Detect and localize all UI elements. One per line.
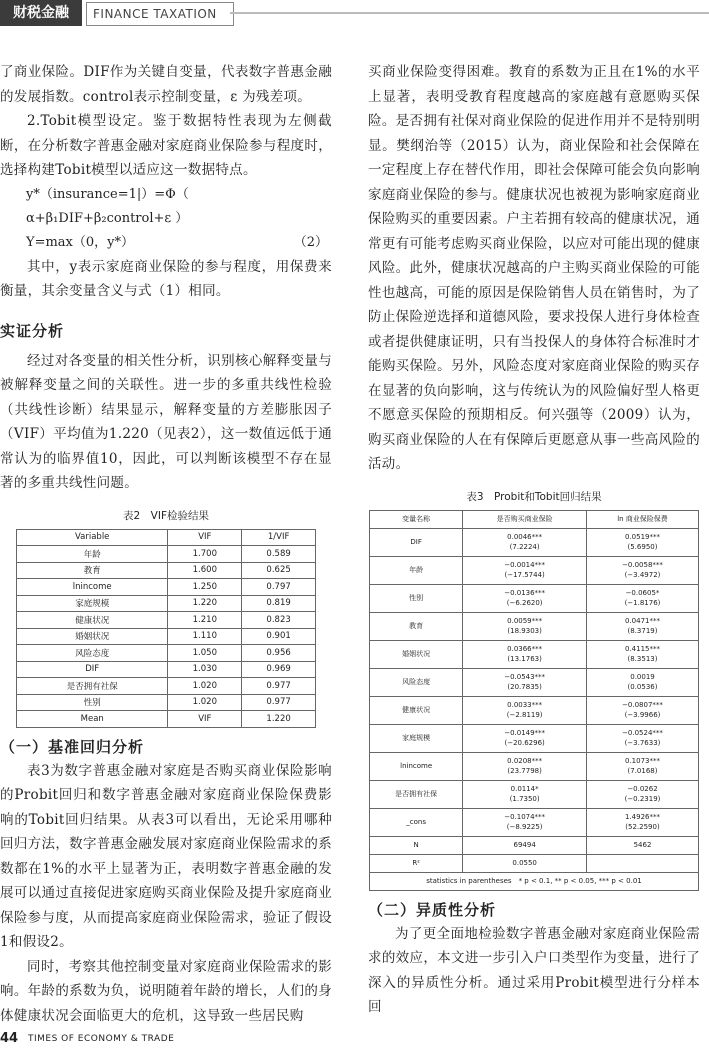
table-cell: 家庭规模 bbox=[17, 595, 168, 612]
table-cell bbox=[586, 668, 698, 696]
table-cell: 教育 bbox=[370, 612, 463, 640]
table-header-row bbox=[17, 529, 316, 546]
table-cell bbox=[586, 612, 698, 640]
coefficient: 1.4926*** bbox=[624, 813, 660, 821]
t-statistic: (−1.8176) bbox=[624, 599, 661, 607]
table-row bbox=[370, 640, 699, 668]
coefficient: −0.0807*** bbox=[622, 701, 663, 709]
table-cell: 是否拥有社保 bbox=[370, 780, 463, 808]
table-cell: 1.220 bbox=[168, 595, 242, 612]
coefficient: −0.0136*** bbox=[504, 589, 546, 597]
table-cell bbox=[586, 854, 698, 872]
section-heading: 实证分析 bbox=[0, 321, 65, 340]
table-cell: 性别 bbox=[17, 694, 168, 711]
equation-body: Y=max（0，y*） bbox=[26, 234, 134, 250]
journal-name: TIMES OF ECONOMY & TRADE bbox=[28, 1034, 175, 1044]
table-cell bbox=[586, 528, 698, 556]
t-statistic: (1.7350) bbox=[509, 795, 540, 803]
t-statistic: (−3.9966) bbox=[624, 711, 661, 719]
table-header-cell: ln 商业保险保费 bbox=[586, 510, 698, 528]
table-header-cell: 1/VIF bbox=[242, 529, 316, 546]
coefficient: −0.1074*** bbox=[504, 813, 546, 821]
table-cell: 婚姻状况 bbox=[370, 640, 463, 668]
paragraph: 了商业保险。DIF作为关键自变量，代表数字普惠金融的发展指数。control表示控制变量，ε 为残差项。 bbox=[0, 64, 332, 105]
paragraph: 同时，考察其他控制变量对家庭商业保险需求的影响。年龄的系数为负，说明随着年龄的增长，人们的身体健康状况会面临更大的危机，这导致一些居民购 bbox=[0, 958, 332, 1024]
t-statistic: (−0.2319) bbox=[624, 795, 661, 803]
coefficient: −0.0262 bbox=[627, 785, 658, 793]
table-cell: 0.797 bbox=[242, 579, 316, 596]
table-cell: 0.0550 bbox=[463, 854, 587, 872]
t-statistic: (13.1763) bbox=[507, 655, 542, 663]
table-caption: 表2 VIF检验结果 bbox=[123, 509, 209, 522]
t-statistic: (52.2590) bbox=[625, 823, 660, 831]
section-english: FINANCE TAXATION bbox=[86, 2, 234, 26]
table-row bbox=[17, 711, 316, 728]
left-column bbox=[0, 60, 332, 1028]
t-statistic: (−3.7633) bbox=[624, 739, 661, 747]
table-header-cell: 是否购买商业保险 bbox=[463, 510, 587, 528]
table-row bbox=[17, 678, 316, 695]
section-brand: 财税金融 bbox=[0, 0, 82, 26]
regression-table bbox=[369, 510, 699, 891]
table-cell: 0.977 bbox=[242, 678, 316, 695]
equation-number: （2） bbox=[293, 234, 328, 250]
table-note: statistics in parentheses * p < 0.1, ** p < 0.05, *** p < 0.01 bbox=[370, 872, 699, 890]
table-cell: 0.969 bbox=[242, 661, 316, 678]
vif-table bbox=[16, 529, 316, 728]
table-cell: 年龄 bbox=[370, 556, 463, 584]
coefficient: 0.0046*** bbox=[507, 533, 543, 541]
table-cell bbox=[463, 640, 587, 668]
table-cell bbox=[586, 556, 698, 584]
coefficient: −0.0605* bbox=[625, 589, 660, 597]
coefficient: −0.0014*** bbox=[504, 561, 546, 569]
coefficient: −0.0058*** bbox=[622, 561, 663, 569]
table-cell: 0.977 bbox=[242, 694, 316, 711]
table-header-cell: Variable bbox=[17, 529, 168, 546]
table-cell: 1.700 bbox=[168, 546, 242, 563]
t-statistic: (18.9303) bbox=[507, 627, 542, 635]
table-row bbox=[370, 724, 699, 752]
coefficient: −0.0543*** bbox=[504, 673, 546, 681]
table-cell: VIF bbox=[168, 711, 242, 728]
coefficient: 0.4115*** bbox=[624, 645, 660, 653]
t-statistic: (8.3513) bbox=[627, 655, 658, 663]
coefficient: 0.0366*** bbox=[507, 645, 543, 653]
equation bbox=[0, 231, 332, 255]
t-statistic: (−2.8119) bbox=[506, 711, 543, 719]
table-cell bbox=[586, 724, 698, 752]
t-statistic: (0.0536) bbox=[627, 683, 658, 691]
table-row bbox=[17, 628, 316, 645]
table-cell bbox=[586, 780, 698, 808]
table-cell: 风险态度 bbox=[370, 668, 463, 696]
table-cell: 1.600 bbox=[168, 562, 242, 579]
table-cell: 家庭规模 bbox=[370, 724, 463, 752]
table-row bbox=[17, 694, 316, 711]
table-cell bbox=[586, 640, 698, 668]
table-header-cell: 变量名称 bbox=[370, 510, 463, 528]
t-statistic: (−8.9225) bbox=[506, 823, 543, 831]
table-cell: DIF bbox=[17, 661, 168, 678]
table-cell: 性别 bbox=[370, 584, 463, 612]
table-cell bbox=[463, 528, 587, 556]
subsection-heading: （一）基准回归分析 bbox=[0, 737, 145, 756]
t-statistic: (−6.2620) bbox=[506, 599, 543, 607]
table-cell: 0.956 bbox=[242, 645, 316, 662]
table-cell bbox=[463, 780, 587, 808]
table-cell: 0.819 bbox=[242, 595, 316, 612]
t-statistic: (7.0168) bbox=[627, 767, 658, 775]
table-row bbox=[17, 579, 316, 596]
table-cell: N bbox=[370, 836, 463, 854]
table-cell bbox=[586, 584, 698, 612]
table-cell: 风险态度 bbox=[17, 645, 168, 662]
table-cell: 1.020 bbox=[168, 678, 242, 695]
table-row bbox=[370, 584, 699, 612]
table-row bbox=[370, 752, 699, 780]
t-statistic: (5.6950) bbox=[627, 543, 658, 551]
table-cell: 婚姻状况 bbox=[17, 628, 168, 645]
table-row bbox=[370, 528, 699, 556]
coefficient: 0.1073*** bbox=[624, 757, 660, 765]
right-column bbox=[368, 60, 700, 1020]
table-row bbox=[370, 780, 699, 808]
table-cell: 1.050 bbox=[168, 645, 242, 662]
table-row bbox=[17, 661, 316, 678]
table-cell: lnincome bbox=[370, 752, 463, 780]
table-cell bbox=[463, 612, 587, 640]
table-cell bbox=[586, 808, 698, 836]
table-row bbox=[370, 836, 699, 854]
header-rule bbox=[230, 12, 709, 14]
t-statistic: (8.3719) bbox=[627, 627, 658, 635]
table-cell: 教育 bbox=[17, 562, 168, 579]
table-row bbox=[370, 808, 699, 836]
table-cell: 健康状况 bbox=[370, 696, 463, 724]
paragraph: 为了更全面地检验数字普惠金融对家庭商业保险需求的效应，本文进一步引入户口类型作为变量，进行了深入的异质性分析。通过采用Probit模型进行分样本回 bbox=[368, 925, 700, 1015]
table-cell bbox=[463, 752, 587, 780]
coefficient: 0.0208*** bbox=[507, 757, 543, 765]
table-cell: 1.030 bbox=[168, 661, 242, 678]
table-row bbox=[17, 612, 316, 629]
paragraph: 买商业保险变得困难。教育的系数为正且在1%的水平上显著，表明受教育程度越高的家庭越有意愿购买保险。是否拥有社保对商业保险的促进作用并不是特别明显。樊纲治等（2015）认为，商业保险和社会保障在一定程度上存在替代作用，即社会保障可能会负向影响家庭商业保险的参与。健康状况也被视为影响家庭商业保险购买的重要因素。户主若拥有较高的健康状况，通常更有可能考虑购买商业保险，以应对可能出现的健康风险。此外，健康状况越高的户主购买商业保险的可能性也越高，可能的原因是保险销售人员在销售时，为了防止保险逆选择和道德风险，要求投保人进行身体检查或者提供健康证明，只有当投保人的身体符合标准时才能购买保险。另外，风险态度对家庭商业保险的购买存在显著的负向影响，这与传统认为的风险偏好型人格更不愿意买保险的预期相反。何兴强等（2009）认为，购买商业保险的人在有保障后更愿意从事一些高风险的活动。 bbox=[368, 64, 700, 472]
coefficient: 0.0471*** bbox=[624, 617, 660, 625]
coefficient: 0.0114* bbox=[510, 785, 539, 793]
table-row bbox=[17, 645, 316, 662]
table-cell: 健康状况 bbox=[17, 612, 168, 629]
paragraph: 表3为数字普惠金融对家庭是否购买商业保险影响的Probit回归和数字普惠金融对家庭商业保险保费影响的Tobit回归结果。从表3可以看出，无论采用哪种回归方法，数字普惠金融发展对家庭商业保险需求的系数都在1%的水平上显著为正，表明数字普惠金融的发展可以通过直接促进家庭购买商业保险及提升家庭商业保险参与度，从而提高家庭商业保险需求，验证了假设1和假设2。 bbox=[0, 762, 332, 950]
table-cell bbox=[586, 752, 698, 780]
table-cell: R² bbox=[370, 854, 463, 872]
table-cell: 0.823 bbox=[242, 612, 316, 629]
table-cell: 1.220 bbox=[242, 711, 316, 728]
table-note-row bbox=[370, 872, 699, 890]
table-cell: 1.110 bbox=[168, 628, 242, 645]
table-cell: 5462 bbox=[586, 836, 698, 854]
table-cell: 0.625 bbox=[242, 562, 316, 579]
coefficient: −0.0524*** bbox=[622, 729, 663, 737]
table-cell bbox=[463, 584, 587, 612]
paragraph: 经过对各变量的相关性分析，识别核心解释变量与被解释变量之间的关联性。进一步的多重共线性检验（共线性诊断）结果显示，解释变量的方差膨胀因子（VIF）平均值为1.220（见表2），这一数值远低于通常认为的临界值10，因此，可以判断该模型不存在显著的多重共线性问题。 bbox=[0, 352, 332, 491]
t-statistic: (20.7835) bbox=[507, 683, 542, 691]
t-statistic: (−3.4972) bbox=[624, 571, 661, 579]
table-cell bbox=[463, 556, 587, 584]
table-cell: 1.020 bbox=[168, 694, 242, 711]
table-cell: 年龄 bbox=[17, 546, 168, 563]
coefficient: 0.0019 bbox=[630, 673, 655, 681]
t-statistic: (7.2224) bbox=[509, 543, 540, 551]
subsection-heading: （二）异质性分析 bbox=[368, 900, 497, 919]
paragraph: 2.Tobit模型设定。鉴于数据特性表现为左侧截断，在分析数字普惠金融对家庭商业保险参与程度时，选择构建Tobit模型以适应这一数据特点。 bbox=[0, 113, 332, 178]
table-row bbox=[370, 556, 699, 584]
table-cell: lnincome bbox=[17, 579, 168, 596]
table-cell bbox=[463, 808, 587, 836]
table-cell: DIF bbox=[370, 528, 463, 556]
table-header-row bbox=[370, 510, 699, 528]
table-cell: 是否拥有社保 bbox=[17, 678, 168, 695]
page-number: 44 bbox=[0, 1031, 19, 1046]
table-row bbox=[370, 668, 699, 696]
coefficient: −0.0149*** bbox=[504, 729, 546, 737]
t-statistic: (−20.6296) bbox=[504, 739, 545, 747]
table-cell: _cons bbox=[370, 808, 463, 836]
table-cell: 0.901 bbox=[242, 628, 316, 645]
table-row bbox=[17, 546, 316, 563]
table-cell bbox=[463, 724, 587, 752]
table-cell: Mean bbox=[17, 711, 168, 728]
coefficient: 0.0519*** bbox=[624, 533, 660, 541]
table-cell: 0.589 bbox=[242, 546, 316, 563]
paragraph: 其中，y表示家庭商业保险的参与程度，用保费来衡量，其余变量含义与式（1）相同。 bbox=[0, 258, 332, 299]
t-statistic: (−17.5744) bbox=[504, 571, 545, 579]
t-statistic: (23.7798) bbox=[507, 767, 542, 775]
table-cell bbox=[586, 696, 698, 724]
table-cell: 1.250 bbox=[168, 579, 242, 596]
table-row bbox=[370, 696, 699, 724]
table-cell: 69494 bbox=[463, 836, 587, 854]
page-header bbox=[0, 0, 709, 26]
table-row bbox=[370, 854, 699, 872]
table-cell bbox=[463, 696, 587, 724]
table-caption: 表3 Probit和Tobit回归结果 bbox=[466, 490, 602, 503]
table-row bbox=[17, 562, 316, 579]
table-row bbox=[17, 595, 316, 612]
equation: y*（insurance=1|）=Φ（ α+β₁DIF+β₂control+ε ） bbox=[26, 186, 189, 226]
table-row bbox=[370, 612, 699, 640]
table-header-cell: VIF bbox=[168, 529, 242, 546]
table-cell bbox=[463, 668, 587, 696]
coefficient: 0.0033*** bbox=[507, 701, 543, 709]
table-cell: 1.210 bbox=[168, 612, 242, 629]
coefficient: 0.0059*** bbox=[507, 617, 543, 625]
